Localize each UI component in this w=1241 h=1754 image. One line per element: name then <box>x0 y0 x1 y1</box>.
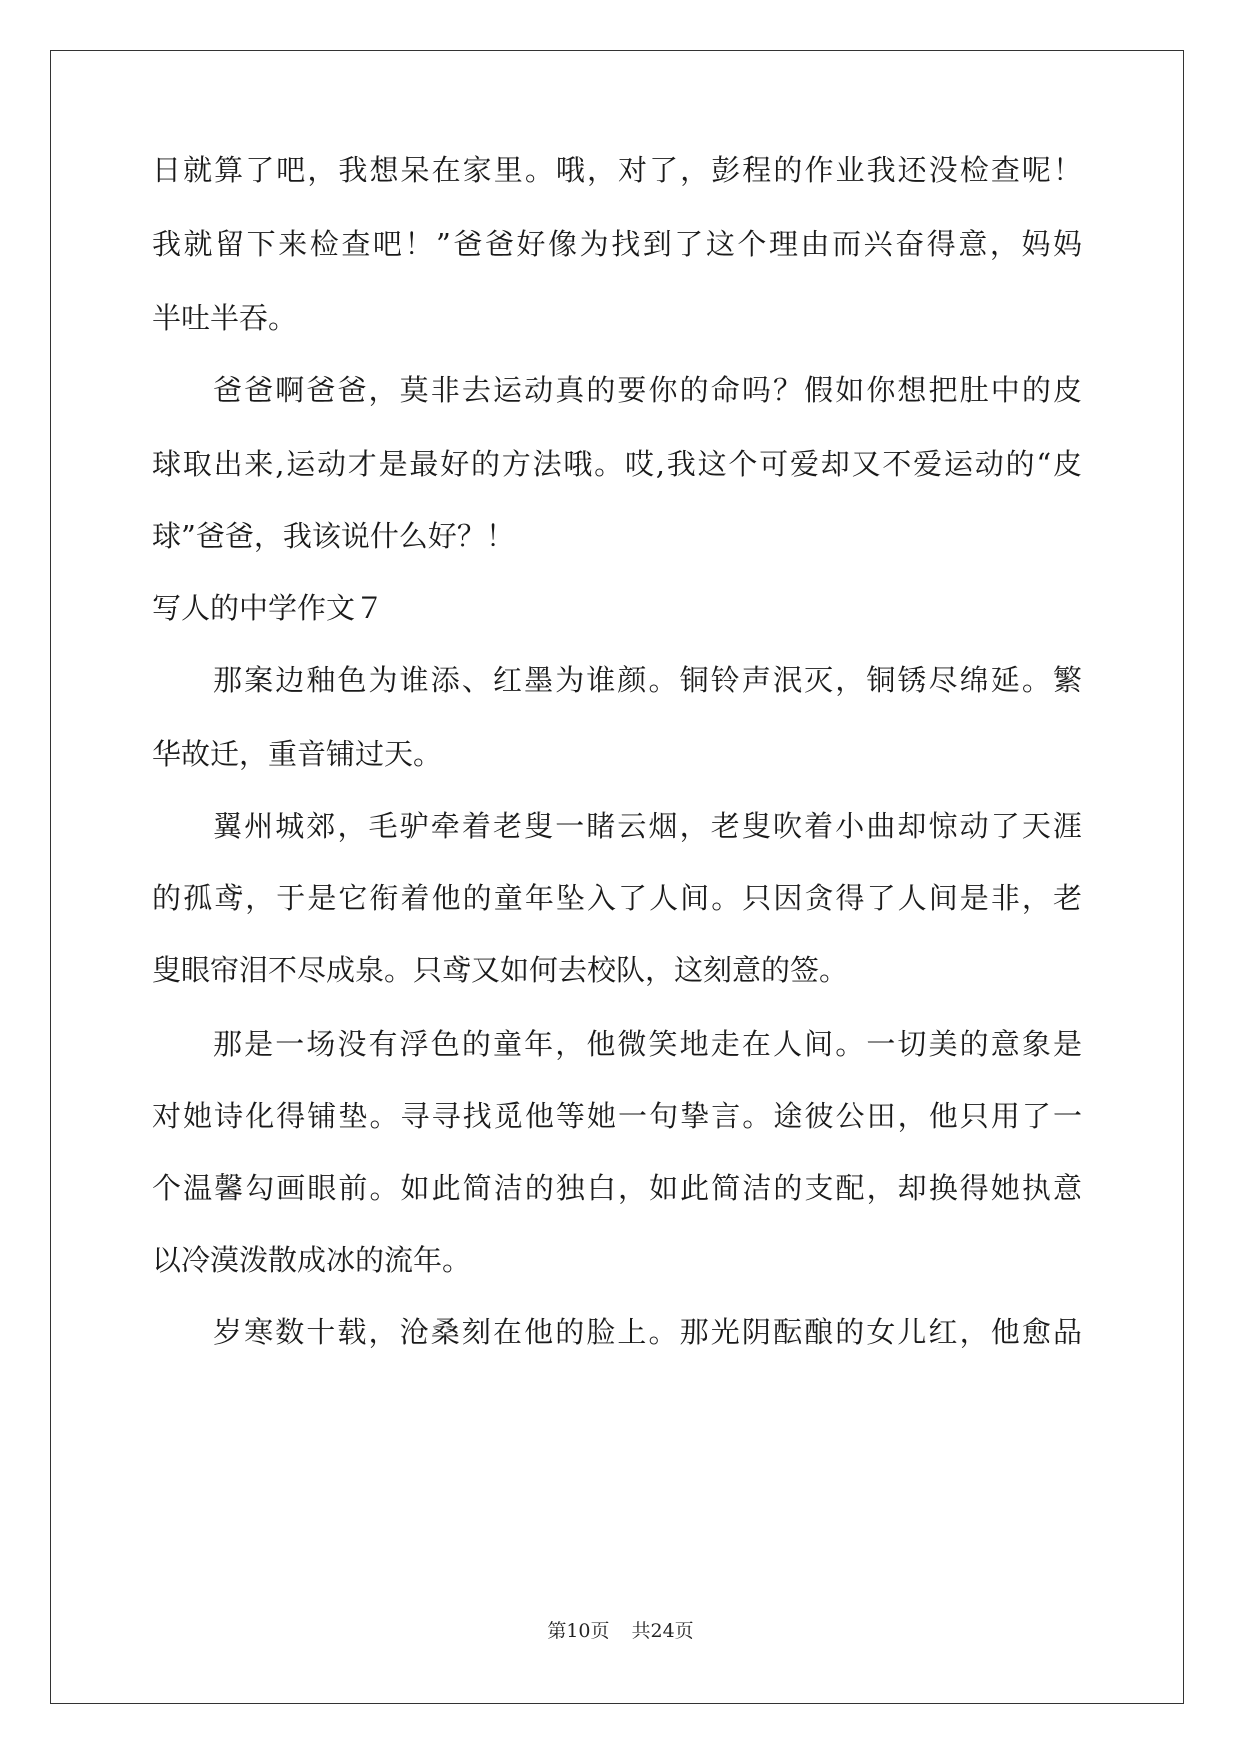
text-line: 我就留下来检查吧！”爸爸好像为找到了这个理由而兴奋得意，妈妈 <box>152 227 1082 261</box>
page-total: 共24页 <box>631 1620 694 1642</box>
text-line: 半吐半吞。 <box>152 301 298 335</box>
text-line: 对她诗化得铺垫。寻寻找觅他等她一句挚言。途彼公田，他只用了一 <box>152 1099 1082 1133</box>
text-line: 以冷漠泼散成冰的流年。 <box>152 1243 472 1277</box>
text-line: 那案边釉色为谁添、红墨为谁颜。铜铃声泯灭，铜锈尽绵延。繁 <box>213 663 1082 697</box>
text-line: 岁寒数十载，沧桑刻在他的脸上。那光阴酝酿的女儿红，他愈品 <box>213 1315 1082 1349</box>
text-line: 个温馨勾画眼前。如此简洁的独白，如此简洁的支配，却换得她执意 <box>152 1171 1082 1205</box>
text-line: 爸爸啊爸爸，莫非去运动真的要你的命吗？假如你想把肚中的皮 <box>213 373 1082 407</box>
text-line: 华故迁，重音铺过天。 <box>152 737 443 771</box>
text-line: 球取出来,运动才是最好的方法哦。哎,我这个可爱却又不爱运动的“皮 <box>152 447 1082 481</box>
page-number: 第10页 <box>547 1620 610 1642</box>
text-line: 叟眼帘泪不尽成泉。只鸢又如何去校队，这刻意的签。 <box>152 953 849 987</box>
page-footer <box>0 1619 1241 1643</box>
section-heading: 写人的中学作文７ <box>152 591 385 625</box>
text-line: 球”爸爸，我该说什么好？！ <box>152 519 515 553</box>
text-line: 翼州城郊，毛驴牵着老叟一睹云烟，老叟吹着小曲却惊动了天涯 <box>213 809 1082 843</box>
text-line: 的孤鸢，于是它衔着他的童年坠入了人间。只因贪得了人间是非，老 <box>152 881 1082 915</box>
text-line: 那是一场没有浮色的童年，他微笑地走在人间。一切美的意象是 <box>213 1027 1082 1061</box>
text-line: 日就算了吧，我想呆在家里。哦，对了，彭程的作业我还没检查呢！ <box>152 153 1082 187</box>
